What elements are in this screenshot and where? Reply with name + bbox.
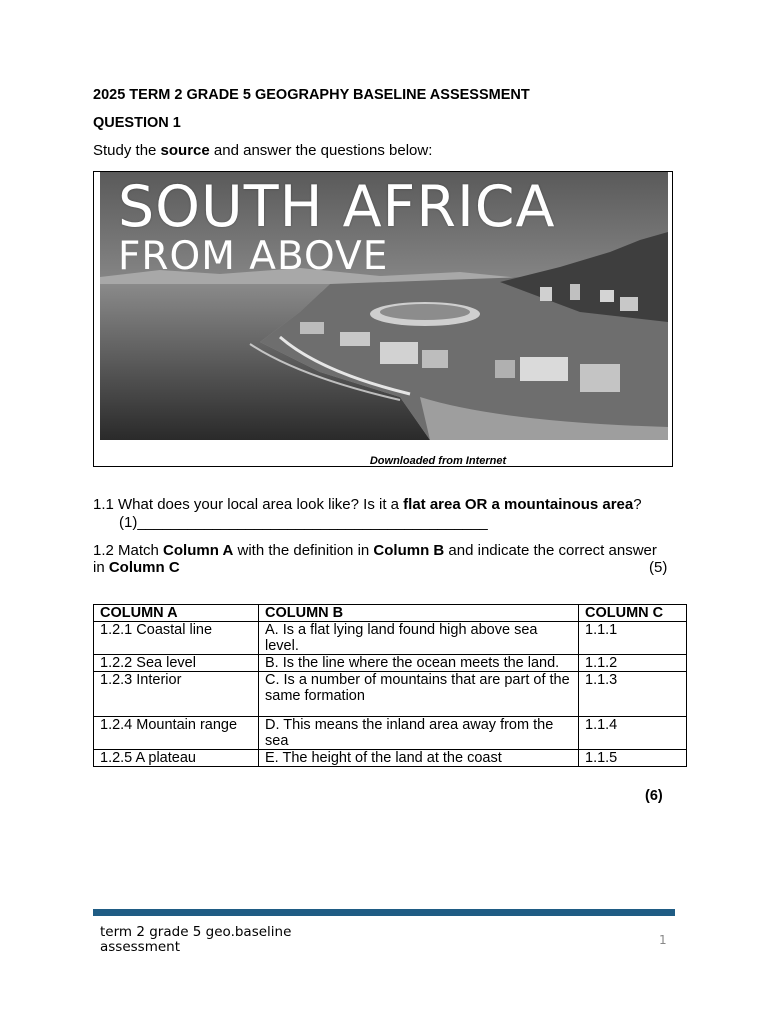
cell-column-b: E. The height of the land at the coast [259,750,579,767]
header-column-b: COLUMN B [259,605,579,622]
instruction-bold: source [160,142,210,159]
table-row [94,655,687,672]
q12-p2: with the definition in [233,542,374,559]
cell-column-c: 1.1.4 [579,717,687,750]
header-column-c: COLUMN C [579,605,687,622]
source-photo [100,172,668,440]
cell-column-a: 1.2.4 Mountain range [94,717,259,750]
document-title: 2025 TERM 2 GRADE 5 GEOGRAPHY BASELINE ASSESSMENT [93,87,530,103]
q12-b3: Column C [108,559,180,576]
table-row [94,717,687,750]
source-box [93,171,673,467]
footer-bar [93,909,675,916]
question-1-2 [93,542,668,576]
q11-answer-line: (1)__________________________________________ [119,514,488,531]
cell-column-a: 1.2.2 Sea level [94,655,259,672]
cell-column-c: 1.1.1 [579,622,687,655]
source-caption: Downloaded from Internet [369,455,507,467]
photo-title-line2: FROM ABOVE [118,234,389,279]
photo-title-line1: SOUTH AFRICA [118,174,556,240]
q12-b1: Column A [163,542,234,559]
table-row [94,672,687,717]
cell-column-b: D. This means the inland area away from the sea [259,717,579,750]
question-heading: QUESTION 1 [93,115,181,131]
cell-column-b: C. Is a number of mountains that are part of the same formation [259,672,579,717]
cell-column-c: 1.1.3 [579,672,687,717]
cell-column-c: 1.1.5 [579,750,687,767]
q11-bold: flat area OR a mountainous area [403,496,634,513]
header-column-a: COLUMN A [94,605,259,622]
table-row [94,750,687,767]
instruction-text [93,142,432,159]
cell-column-c: 1.1.2 [579,655,687,672]
footer-text: term 2 grade 5 geo.baseline assessment [100,924,292,955]
q11-post: ? [633,496,642,513]
page-number: 1 [659,933,667,947]
instruction-post: and answer the questions below: [209,142,433,159]
cell-column-b: B. Is the line where the ocean meets the land. [259,655,579,672]
question-1-1 [93,496,673,513]
q12-p1: 1.2 Match [93,542,164,559]
cell-column-a: 1.2.1 Coastal line [94,622,259,655]
q12-marks: (5) [649,559,668,576]
table-total-marks: (6) [645,788,663,804]
q12-p3: and indicate the correct answer in [93,542,657,576]
cell-column-b: A. Is a flat lying land found high above sea level. [259,622,579,655]
table-header-row [94,605,687,622]
instruction-pre: Study the [93,142,161,159]
table-row [94,622,687,655]
q11-pre: 1.1 What does your local area look like? Is it a [93,496,404,513]
cell-column-a: 1.2.5 A plateau [94,750,259,767]
cell-column-a: 1.2.3 Interior [94,672,259,717]
matching-table [93,604,687,767]
q12-b2: Column B [373,542,445,559]
